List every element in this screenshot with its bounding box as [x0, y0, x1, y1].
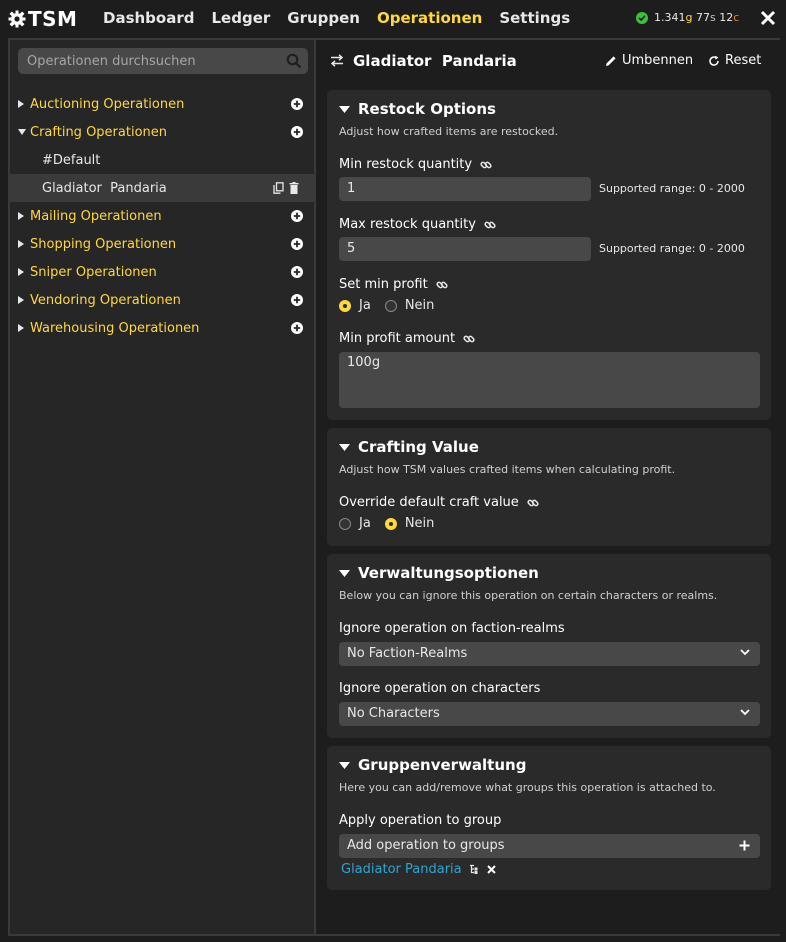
- add-operation-icon[interactable]: [291, 210, 303, 226]
- section-description: Adjust how TSM values crafted items when calculating profit.: [339, 463, 676, 476]
- tab-gruppen[interactable]: Gruppen: [287, 9, 360, 27]
- category-crafting[interactable]: [10, 118, 316, 146]
- search-icon[interactable]: [286, 53, 302, 69]
- add-operation-icon[interactable]: [291, 238, 303, 254]
- reset-button[interactable]: Reset: [708, 53, 761, 68]
- detail-header: [318, 40, 780, 82]
- faction-realms-dropdown[interactable]: No Faction-Realms: [339, 642, 760, 666]
- add-operation-icon[interactable]: [291, 98, 303, 114]
- close-button[interactable]: [758, 7, 778, 29]
- section-toggle[interactable]: Gruppenverwaltung: [339, 756, 526, 774]
- restock-options-panel: [327, 90, 771, 420]
- override-radio-group: [339, 516, 448, 531]
- min-profit-radio-group: [339, 298, 448, 313]
- add-operation-icon[interactable]: [291, 126, 303, 142]
- gold-amount: 1.341g 77s 12c: [654, 11, 740, 24]
- main-frame: [8, 38, 780, 936]
- operation-detail: [318, 40, 780, 934]
- section-toggle[interactable]: Verwaltungsoptionen: [339, 564, 539, 582]
- status-ok-icon: [636, 12, 648, 24]
- operation-label: Gladiator Pandaria: [42, 180, 167, 196]
- group-tag-label[interactable]: Gladiator Pandaria: [341, 862, 462, 877]
- remove-icon[interactable]: [487, 865, 496, 874]
- collapse-arrow-icon: [339, 570, 350, 577]
- expand-arrow-icon[interactable]: [18, 314, 24, 342]
- radio-dot: [339, 300, 351, 312]
- operation-label: #Default: [42, 152, 101, 168]
- crafting-value-panel: [327, 428, 771, 546]
- rename-button[interactable]: Umbennen: [605, 53, 693, 68]
- search-input[interactable]: [18, 48, 280, 74]
- link-icon[interactable]: [463, 333, 475, 345]
- expand-arrow-icon[interactable]: [18, 286, 24, 314]
- category-shopping[interactable]: [10, 230, 316, 258]
- category-label: Crafting Operationen: [30, 124, 168, 140]
- category-label: Sniper Operationen: [30, 264, 157, 280]
- category-label: Mailing Operationen: [30, 208, 162, 224]
- set-min-profit-label: Set min profit: [339, 277, 448, 292]
- pencil-icon: [605, 55, 617, 67]
- link-icon[interactable]: [480, 159, 492, 171]
- radio-dot: [385, 300, 397, 312]
- min-restock-label: Min restock quantity: [339, 157, 492, 172]
- add-operation-icon[interactable]: [291, 266, 303, 282]
- section-toggle[interactable]: Restock Options: [339, 100, 496, 118]
- category-label: Warehousing Operationen: [30, 320, 200, 336]
- section-description: Below you can ignore this operation on certain characters or realms.: [339, 589, 718, 602]
- swap-icon: [330, 54, 344, 67]
- add-operation-icon[interactable]: [291, 322, 303, 338]
- category-label: Vendoring Operationen: [30, 292, 181, 308]
- group-tag: [341, 862, 496, 877]
- override-craft-value-label: Override default craft value: [339, 495, 539, 510]
- radio-dot: [385, 518, 397, 530]
- characters-label: Ignore operation on characters: [339, 681, 541, 696]
- apply-group-label: Apply operation to group: [339, 813, 502, 828]
- operations-tree: [10, 90, 316, 342]
- min-profit-amount-label: Min profit amount: [339, 331, 475, 346]
- page-title: Gladiator Pandaria: [353, 52, 517, 70]
- max-restock-label: Max restock quantity: [339, 217, 496, 232]
- tab-ledger[interactable]: Ledger: [211, 9, 271, 27]
- min-range-hint: Supported range: 0 - 2000: [599, 182, 745, 195]
- gold-display: [636, 11, 739, 24]
- max-restock-input[interactable]: 5: [339, 237, 591, 261]
- add-operation-icon[interactable]: [291, 294, 303, 310]
- radio-ja[interactable]: Ja: [339, 516, 371, 531]
- tab-settings[interactable]: Settings: [499, 9, 571, 27]
- expand-arrow-icon[interactable]: [18, 202, 24, 230]
- collapse-arrow-icon: [339, 444, 350, 451]
- radio-nein[interactable]: Nein: [385, 298, 435, 313]
- management-options-panel: [327, 554, 771, 738]
- collapse-arrow-icon[interactable]: [18, 118, 26, 146]
- radio-ja[interactable]: Ja: [339, 298, 371, 313]
- collapse-arrow-icon: [339, 106, 350, 113]
- tab-operationen[interactable]: Operationen: [376, 9, 483, 27]
- expand-arrow-icon[interactable]: [18, 90, 24, 118]
- section-description: Adjust how crafted items are restocked.: [339, 125, 559, 138]
- chevron-down-icon: [740, 649, 750, 656]
- expand-arrow-icon[interactable]: [18, 258, 24, 286]
- radio-nein[interactable]: Nein: [385, 516, 435, 531]
- chevron-down-icon: [740, 709, 750, 716]
- expand-arrow-icon[interactable]: [18, 230, 24, 258]
- characters-dropdown[interactable]: No Characters: [339, 702, 760, 726]
- main-nav: [103, 9, 587, 27]
- radio-dot: [339, 518, 351, 530]
- section-description: Here you can add/remove what groups this operation is attached to.: [339, 781, 716, 794]
- group-management-panel: [327, 746, 771, 890]
- tab-dashboard[interactable]: Dashboard: [103, 9, 195, 27]
- category-warehousing[interactable]: [10, 314, 316, 342]
- search-box: [18, 48, 308, 74]
- copy-icon[interactable]: [273, 182, 284, 194]
- max-range-hint: Supported range: 0 - 2000: [599, 242, 745, 255]
- category-auctioning[interactable]: [10, 90, 316, 118]
- collapse-arrow-icon: [339, 762, 350, 769]
- operations-sidebar: [10, 40, 316, 934]
- operation-item-default[interactable]: [10, 146, 316, 174]
- delete-icon[interactable]: [289, 182, 299, 194]
- plus-icon: [739, 840, 750, 851]
- category-label: Shopping Operationen: [30, 236, 177, 252]
- operation-item-gladiator-pandaria[interactable]: [10, 174, 316, 202]
- close-icon: [760, 10, 776, 26]
- category-label: Auctioning Operationen: [30, 96, 185, 112]
- group-tree-icon: [469, 864, 480, 875]
- link-icon[interactable]: [484, 219, 496, 231]
- add-to-groups-button[interactable]: Add operation to groups: [339, 834, 760, 858]
- category-sniper[interactable]: [10, 258, 316, 286]
- tsm-logo[interactable]: [8, 7, 77, 31]
- category-vendoring[interactable]: [10, 286, 316, 314]
- top-bar: [0, 0, 786, 38]
- faction-realms-label: Ignore operation on faction-realms: [339, 621, 565, 636]
- min-profit-amount-input[interactable]: 100g: [339, 352, 760, 408]
- category-mailing[interactable]: [10, 202, 316, 230]
- min-restock-input[interactable]: 1: [339, 177, 591, 201]
- link-icon[interactable]: [527, 497, 539, 509]
- logo-text: TSM: [28, 7, 78, 31]
- gear-icon: [8, 10, 26, 28]
- link-icon[interactable]: [436, 279, 448, 291]
- reset-icon: [708, 55, 720, 67]
- section-toggle[interactable]: Crafting Value: [339, 438, 479, 456]
